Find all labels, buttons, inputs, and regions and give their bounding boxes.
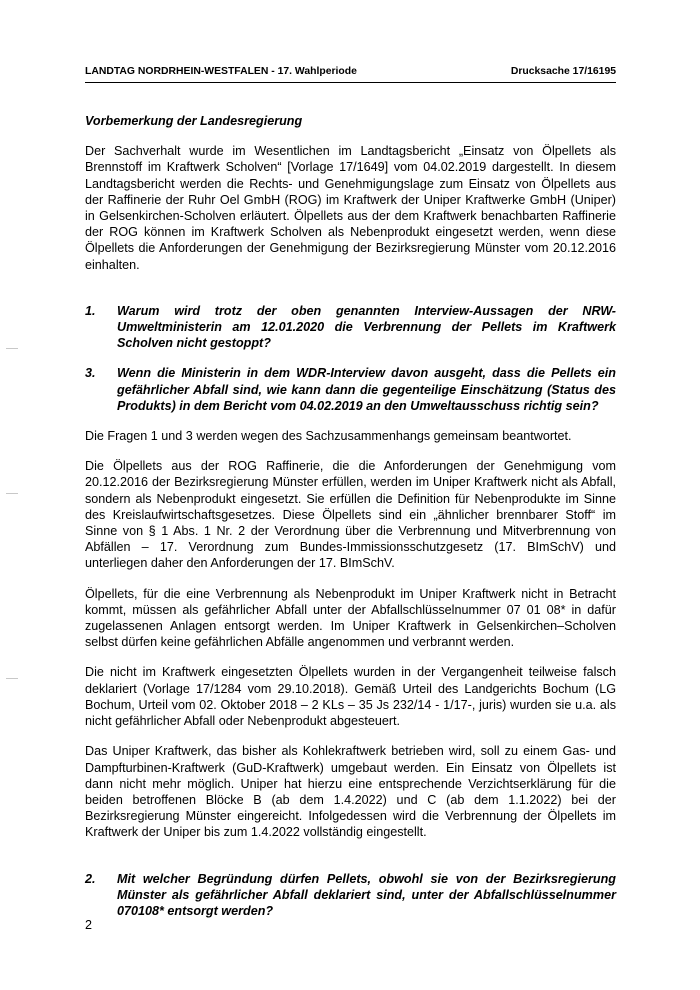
question-text: Mit welcher Begründung dürfen Pellets, obwohl sie von der Bezirksregierung Münster als gefährlicher Abfall deklariert sind, unter der Abfallschlüsselnummer 070108* entsorgt werden? (117, 871, 616, 918)
document-body (85, 113, 616, 933)
margin-mark (6, 348, 18, 349)
question-number: 1. (85, 303, 96, 318)
answer-paragraph: Die Fragen 1 und 3 werden wegen des Sachzusammenhangs gemeinsam beantwortet. (85, 429, 572, 444)
question-text: Warum wird trotz der oben genannten Interview-Aussagen der NRW-Umweltministerin am 12.01.2020 die Verbrennung der Pellets im Kraftwerk Scholven nicht gestoppt? (117, 303, 616, 351)
margin-mark (6, 678, 18, 679)
preface-paragraph: Der Sachverhalt wurde im Wesentlichen im Landtagsbericht „Einsatz von Ölpellets als Brennstoff im Kraftwerk Scholven“ [Vorlage 17/1649] vom 04.02.2019 dargestellt. In diesem Landtagsbericht werden die Rechts- und Genehmigungslage zum Einsatz von Ölpellets aus der Raffinerie der Ruhr Oel GmbH (ROG) im Kraftwerk der Uniper Kraftwerke GmbH (Uniper) in Gelsenkirchen-Scholven erläutert. Ölpellets aus der dem Kraftwerk benachbarten Raffinerie der ROG können im Kraftwerk Scholven als Nebenprodukt eingesetzt werden, wenn diese Ölpellets die Anforderungen der Genehmigung der Bezirksregierung Münster vom 20.12.2016 einhalten. (85, 144, 616, 272)
page-number: 2 (85, 918, 93, 932)
question-number: 3. (85, 366, 96, 381)
question-3 (85, 365, 616, 414)
question-1 (85, 303, 616, 352)
preface-heading: Vorbemerkung der Landesregierung (85, 114, 303, 128)
margin-mark (6, 493, 18, 494)
answer-paragraph: Die nicht im Kraftwerk eingesetzten Ölpellets wurden in der Vergangenheit teilweise falsch deklariert (Vorlage 17/1284 vom 29.10.2018). Gemäß Urteil des Landgerichts Bochum (LG Bochum, Urteil vom 02. Oktober 2018 – 2 KLs – 35 Js 232/14 - 1/17-, juris) wurden sie u.a. als nicht gefährlicher Abfall oder Nebenprodukt abgesteuert. (85, 665, 616, 729)
question-2 (85, 871, 616, 920)
header-document-number: Drucksache 17/16195 (510, 66, 616, 77)
header-rule (85, 82, 616, 83)
answer-paragraph: Die Ölpellets aus der ROG Raffinerie, die die Anforderungen der Genehmigung vom 20.12.2016 der Bezirksregierung Münster erfüllen, werden im Uniper Kraftwerk nicht als Abfall, sondern als Nebenprodukt eingesetzt. Sie erfüllen die Definition für Nebenprodukte im Sinne des Kreislaufwirtschaftsgesetzes. Diese Ölpellets sind ein „ähnlicher brennbarer Stoff“ im Sinne von § 1 Abs. 1 Nr. 2 der Verordnung über die Verbrennung und Mitverbrennung von Abfällen – 17. Verordnung zum Bundes-Immissionsschutzgesetz (17. BImSchV) und unterliegen daher den Anforderungen der 17. BImSchV. (85, 459, 616, 571)
header-parliament: LANDTAG NORDRHEIN-WESTFALEN - 17. Wahlperiode (85, 66, 357, 77)
answer-paragraph: Ölpellets, für die eine Verbrennung als Nebenprodukt im Uniper Kraftwerk nicht in Betracht kommt, müssen als gefährlicher Abfall unter der Abfallschlüsselnummer 07 01 08* in dafür zugelassenen Anlagen entsorgt werden. Im Uniper Kraftwerk in Gelsenkirchen–Scholven selbst dürfen keine gefährlichen Abfälle angenommen und verbrannt werden. (85, 586, 616, 650)
question-text: Wenn die Ministerin in dem WDR-Interview davon ausgeht, dass die Pellets ein gefährlicher Abfall sind, wie kann dann die gegenteilige Einschätzung (Status des Produkts) in dem Bericht vom 04.02.2019 an den Umweltausschuss richtig sein? (117, 366, 616, 413)
question-number: 2. (85, 871, 96, 886)
answer-paragraph: Das Uniper Kraftwerk, das bisher als Kohlekraftwerk betrieben wird, soll zu einem Gas- und Dampfturbinen-Kraftwerk (GuD-Kraftwerk) umgebaut werden. Ein Einsatz von Ölpellets ist dann nicht mehr möglich. Uniper hat hierzu eine entsprechende Verzichtserklärung für die beiden betroffenen Blöcke B (ab dem 1.4.2022) und C (ab dem 1.1.2022) bei der Bezirksregierung Münster eingereicht. Infolgedessen wird die Verbrennung der Ölpellets im Kraftwerk der Uniper bis zum 1.4.2022 vollständig eingestellt. (85, 744, 616, 840)
